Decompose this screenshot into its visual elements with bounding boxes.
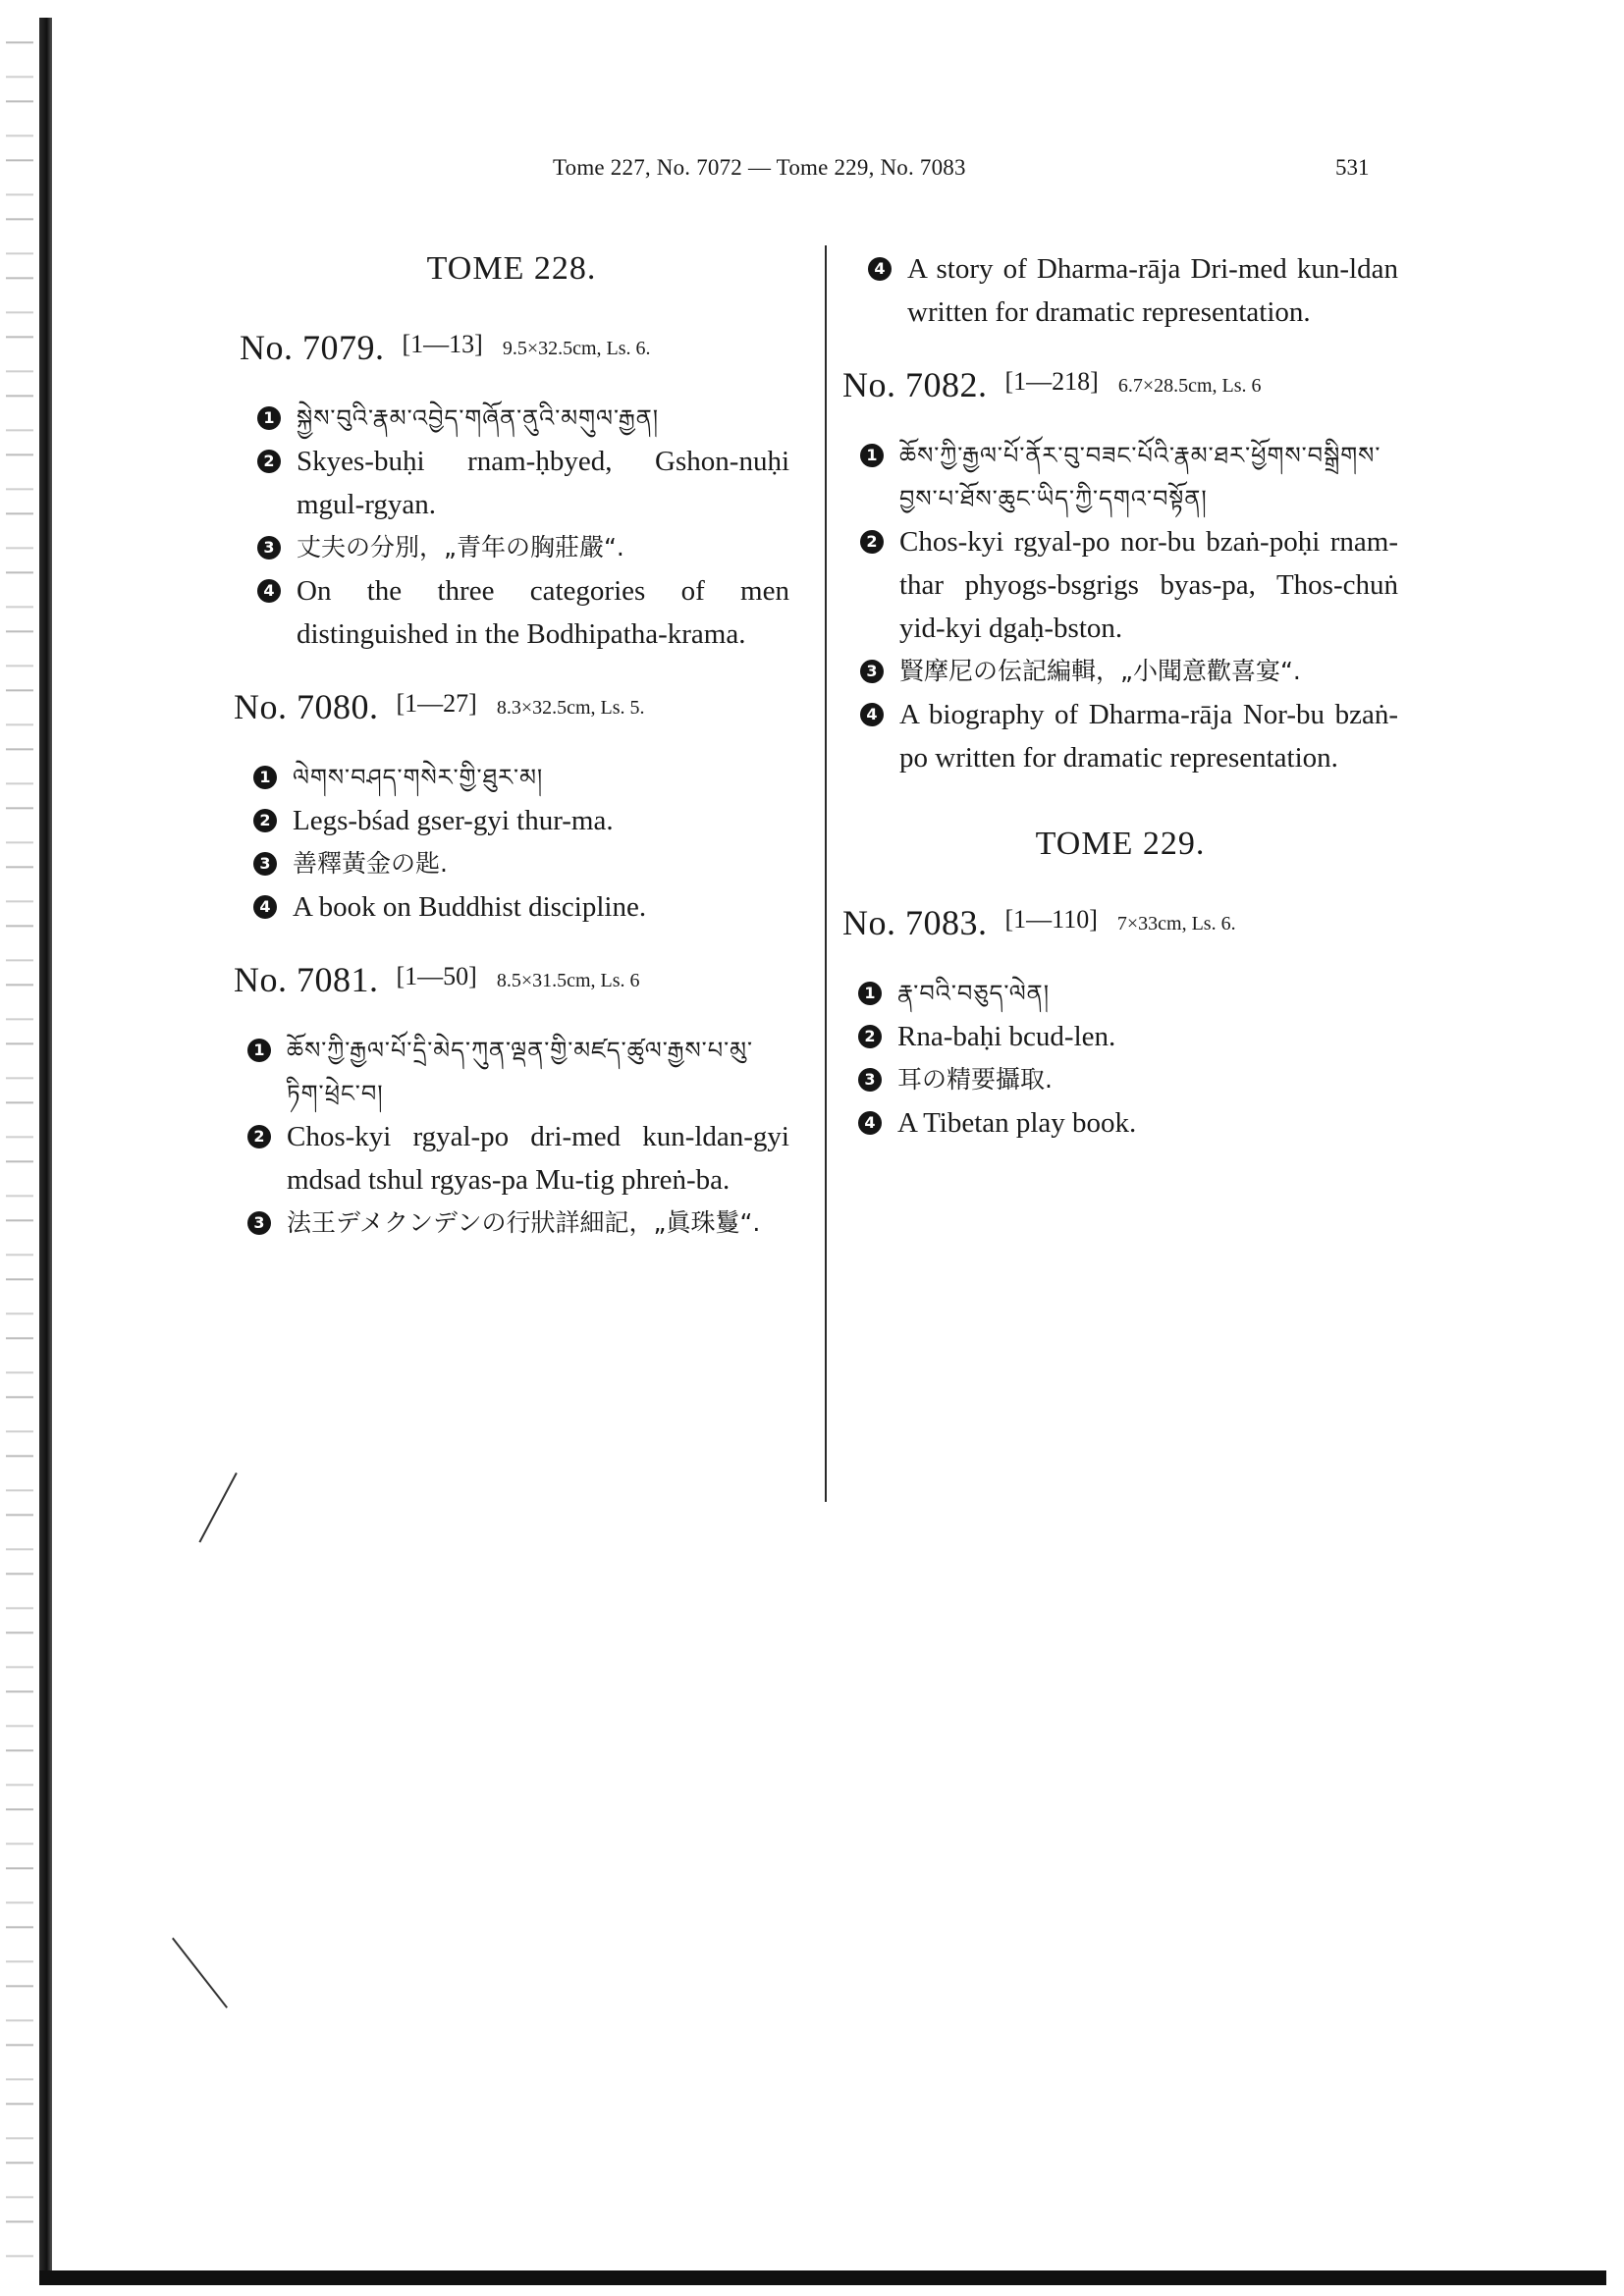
entry-7079 [234,326,789,656]
entry-header [234,685,789,734]
marker-4-icon: 4 [868,257,892,281]
format-size: 6.7×28.5cm, Ls. 6 [1117,375,1262,397]
folio-range: [1—50] [396,962,477,990]
entry-7081 [234,958,789,1245]
item-english-description [257,569,789,656]
marker-2-icon: 2 [253,809,277,832]
item-transliteration [858,1015,1398,1058]
item-english-description [858,1101,1398,1145]
marker-4-icon: 4 [253,895,277,919]
format-size: 8.5×31.5cm, Ls. 6 [496,970,640,991]
marker-2-icon: 2 [860,530,884,554]
entry-number: No. 7079. [240,328,385,367]
japanese-title: 丈夫の分別，„青年の胸莊嚴“. [297,533,624,561]
item-english-description [253,885,789,929]
item-tibetan-title [860,434,1398,520]
marker-3-icon: 3 [257,536,281,560]
tome-heading: TOME 228. [426,250,597,287]
marker-3-icon: 3 [858,1068,882,1092]
scan-mark [198,1472,237,1543]
entry-header [234,958,789,1007]
marker-2-icon: 2 [247,1125,271,1148]
folio-range: [1—27] [396,689,477,718]
item-transliteration [253,799,789,842]
item-japanese-title [860,650,1398,693]
marker-1-icon: 1 [858,982,882,1005]
tibetan-title: སྐྱེས་བུའི་རྣམ་འབྱེད་གཞོན་ནུའི་མགུལ་རྒྱན། [297,404,660,432]
marker-2-icon: 2 [858,1025,882,1048]
english-description: A book on Buddhist discipline. [293,891,647,923]
item-tibetan-title [247,1029,789,1115]
tibetan-title: ཆོས་ཀྱི་རྒྱལ་པོ་ནོར་བུ་བཟང་པོའི་རྣམ་ཐར་ཕྱོགས་བསྒྲིགས་བྱས་པ་ཐོས་ཆུང་ཡིད་ཀྱི་དགའ་བསྟོན། [899,442,1381,512]
left-column [234,247,789,1245]
format-size: 7×33cm, Ls. 6. [1116,913,1236,934]
marker-1-icon: 1 [257,406,281,430]
column-divider [825,245,827,1502]
marker-4-icon: 4 [858,1111,882,1135]
folio-range: [1—218] [1004,367,1099,396]
right-column [842,247,1398,1145]
entry-7082 [842,363,1398,779]
marker-2-icon: 2 [257,450,281,473]
tibetan-title: ལེགས་བཤད་གསེར་གྱི་ཐུར་མ། [293,764,544,791]
transliteration: Legs-bśad gser-gyi thur-ma. [293,805,614,836]
tibetan-title: ཆོས་ཀྱི་རྒྱལ་པོ་དྲི་མེད་ཀུན་ལྡན་གྱི་མཛད་ཚུལ་རྒྱས་པ་མུ་ཏིག་ཕྲེང་བ། [287,1037,754,1107]
format-size: 8.3×32.5cm, Ls. 5. [496,697,645,719]
entry-number: No. 7081. [234,960,379,999]
item-transliteration [247,1115,789,1201]
english-description: A biography of Dharma-rāja Nor-bu bzaṅ-po written for dramatic representation. [899,699,1398,774]
folio-range: [1—110] [1004,905,1098,934]
marker-4-icon: 4 [257,579,281,603]
transliteration: Rna-baḥi bcud-len. [897,1021,1116,1052]
marker-1-icon: 1 [247,1039,271,1062]
scan-speckle [6,20,33,2277]
transliteration: Chos-kyi rgyal-po dri-med kun-ldan-gyi mdsad tshul rgyas-pa Mu-tig phreṅ-ba. [287,1121,789,1196]
marker-1-icon: 1 [860,444,884,467]
binding-edge [39,18,52,2271]
page-number: 531 [1335,155,1370,180]
entry-7083 [842,901,1398,1145]
tome-heading: TOME 229. [1035,826,1206,862]
japanese-title: 法王デメクンデンの行狀詳細記，„眞珠鬘“. [287,1208,761,1237]
item-japanese-title [247,1201,789,1245]
running-head: Tome 227, No. 7072 — Tome 229, No. 7083 [553,155,966,180]
entry-7080 [234,685,789,929]
entry-header [842,901,1398,950]
entry-number: No. 7082. [842,365,988,404]
item-tibetan-title [858,972,1398,1015]
english-description: A Tibetan play book. [897,1107,1137,1139]
scan-bottom-edge [39,2270,1606,2285]
marker-1-icon: 1 [253,766,277,789]
item-english-description [868,247,1398,334]
item-japanese-title [253,842,789,885]
entry-number: No. 7080. [234,687,379,726]
item-transliteration [257,440,789,526]
transliteration: Skyes-buḥi rnam-ḥbyed, Gshon-nuḥi mgul-rgyan. [297,446,789,520]
folio-range: [1—13] [402,330,483,358]
format-size: 9.5×32.5cm, Ls. 6. [502,338,651,359]
item-transliteration [860,520,1398,650]
english-description: A story of Dharma-rāja Dri-med kun-ldan written for dramatic representation. [907,253,1398,328]
item-japanese-title [858,1058,1398,1101]
tibetan-title: རྣ་བའི་བཅུད་ལེན། [897,980,1051,1007]
marker-3-icon: 3 [253,852,277,876]
marker-4-icon: 4 [860,703,884,726]
item-tibetan-title [257,397,789,440]
item-japanese-title [257,526,789,569]
entry-number: No. 7083. [842,903,988,942]
japanese-title: 耳の精要攝取. [897,1065,1053,1094]
entry-header [240,326,789,375]
japanese-title: 善釋黃金の匙. [293,849,448,878]
entry-header [842,363,1398,412]
item-tibetan-title [253,756,789,799]
scan-mark [172,1938,228,2008]
japanese-title: 賢摩尼の伝記編輯，„小聞意歡喜宴“. [899,657,1301,685]
entry-7081-continued [842,247,1398,334]
transliteration: Chos-kyi rgyal-po nor-bu bzaṅ-poḥi rnam-thar phyogs-bsgrigs byas-pa, Thos-chuṅ yid-kyi dgaḥ-bston. [899,526,1398,644]
marker-3-icon: 3 [247,1211,271,1235]
english-description: On the three categories of men distinguished in the Bodhipatha-krama. [297,575,789,650]
item-english-description [860,693,1398,779]
marker-3-icon: 3 [860,660,884,683]
